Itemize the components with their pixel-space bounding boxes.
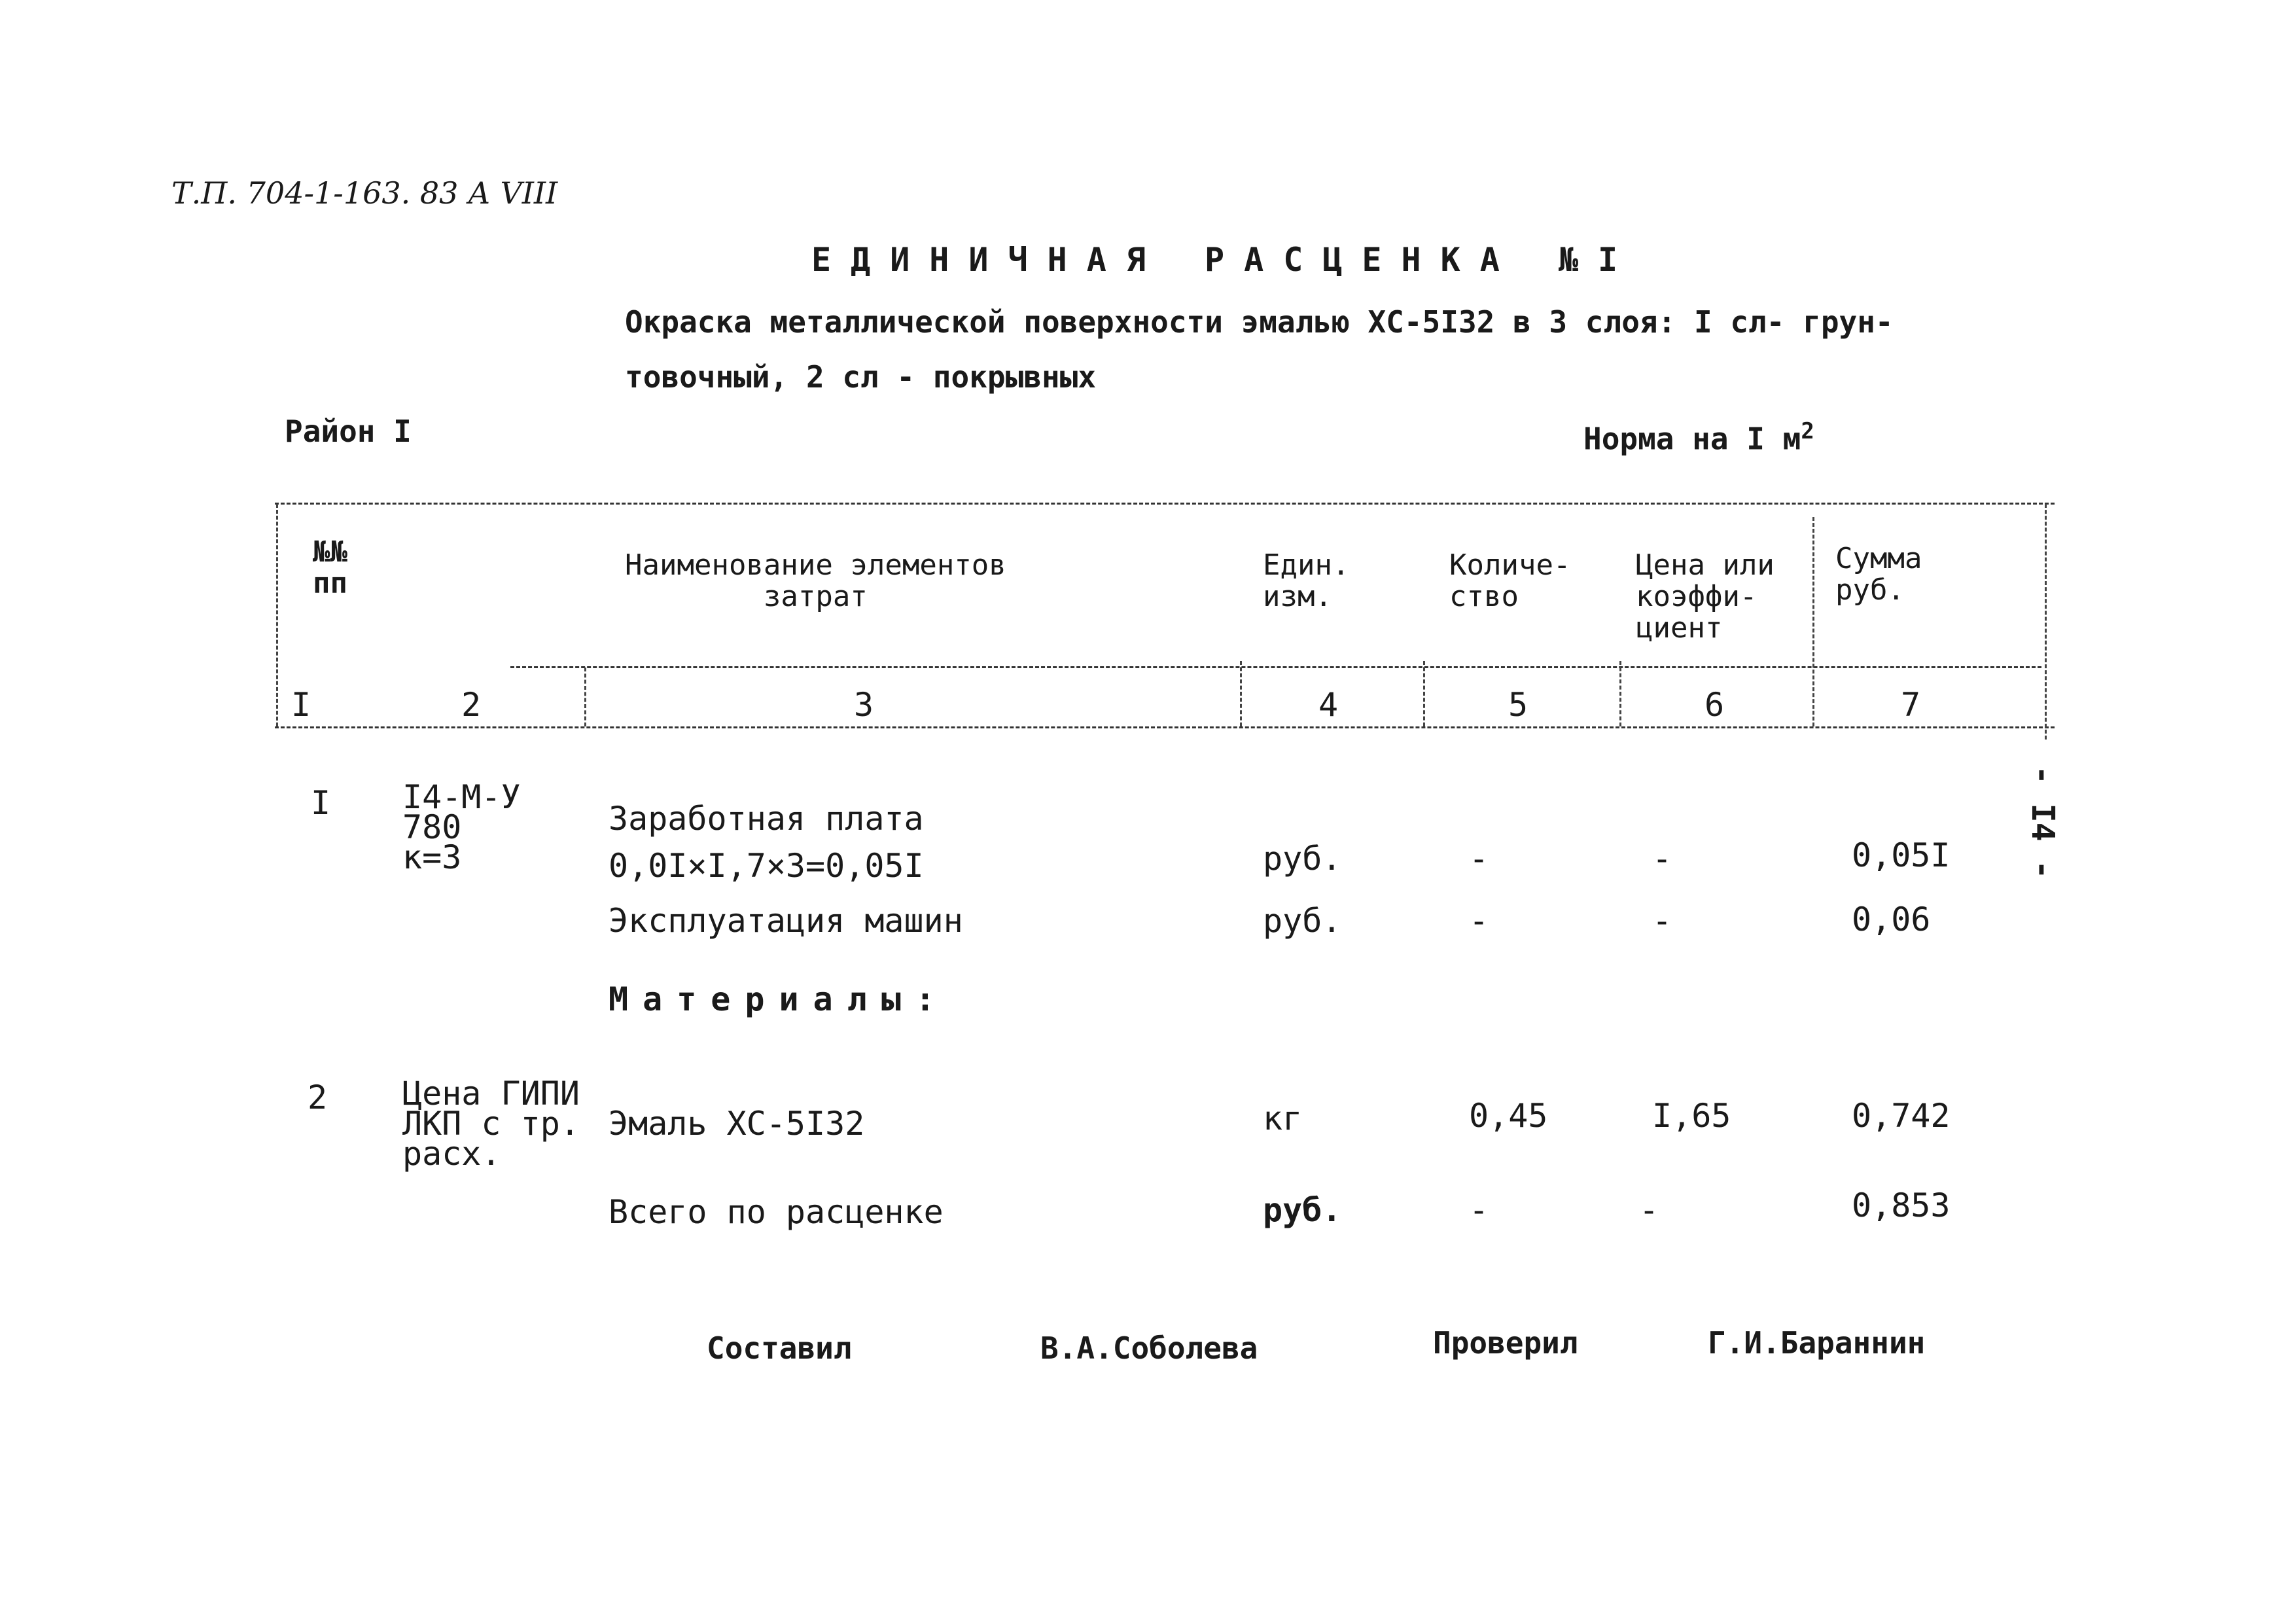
district-label: Район I: [285, 414, 412, 449]
row-1-name-line2: 0,0I×I,7×3=0,05I: [609, 847, 924, 885]
row-1-code-line3: к=3: [402, 838, 462, 876]
norm-superscript: 2: [1801, 418, 1814, 444]
header-num-line1: №№: [313, 535, 347, 569]
row-3-unit: кг: [1263, 1099, 1303, 1137]
header-num: [313, 537, 347, 599]
description-line-2: товочный, 2 сл - покрывных: [625, 359, 1097, 395]
header-price-line1: Цена или: [1636, 548, 1775, 582]
row-1-code-line1: I4-М-У: [402, 778, 521, 816]
document-code: Т.П. 704-1-163. 83 А VIII: [171, 175, 558, 211]
row-1-name: [609, 795, 924, 889]
row-2-sum: 0,06: [1852, 901, 1931, 938]
row-3-name: Эмаль ХС-5I32: [609, 1105, 865, 1143]
page-title: ЕДИНИЧНАЯ РАСЦЕНКА №I: [811, 241, 1638, 279]
header-name: [625, 550, 1006, 613]
col-number-2: 2: [461, 686, 482, 724]
norm-label: [1583, 404, 1814, 466]
row-total-name: Всего по расценке: [609, 1193, 944, 1231]
col-divider-6: [1619, 661, 1621, 726]
table-right-border: [2045, 504, 2047, 740]
col-number-3: 3: [853, 686, 874, 724]
col-number-6: 6: [1704, 686, 1725, 724]
col-number-4: 4: [1318, 686, 1339, 724]
header-qty: [1449, 550, 1570, 613]
page-number: - I4 -: [2024, 766, 2061, 880]
row-2-price: -: [1652, 902, 1672, 940]
col-number-7: 7: [1900, 686, 1921, 724]
header-separator: [510, 666, 2041, 668]
table-top-border: [275, 503, 2055, 505]
table-left-border: [276, 504, 278, 726]
row-3-price: I,65: [1652, 1097, 1731, 1135]
header-sum: [1835, 543, 1922, 606]
row-1-qty: -: [1469, 840, 1489, 878]
row-2-qty: -: [1469, 902, 1489, 940]
section-materials: Материалы:: [609, 980, 950, 1018]
row-1-code-line2: 780: [402, 808, 462, 846]
row-3-num: 2: [308, 1079, 328, 1116]
row-1-unit: руб.: [1263, 840, 1342, 878]
row-total-price: -: [1639, 1191, 1659, 1229]
header-qty-line2: ство: [1449, 580, 1519, 613]
header-qty-line1: Количе-: [1449, 548, 1571, 582]
header-unit: [1263, 550, 1349, 613]
row-3-code: [402, 1075, 580, 1173]
header-price-line3: циент: [1636, 611, 1723, 645]
row-1-num: I: [311, 784, 331, 822]
row-3-code-line2: ЛКП с тр.: [402, 1105, 580, 1143]
col-number-1: I: [291, 686, 311, 724]
header-sum-line2: руб.: [1835, 573, 1905, 607]
norm-text: Норма на I м: [1583, 421, 1801, 457]
row-2-unit: руб.: [1263, 902, 1342, 940]
header-unit-line2: изм.: [1263, 580, 1332, 613]
row-total-sum: 0,853: [1852, 1186, 1951, 1224]
header-unit-line1: Един.: [1263, 548, 1350, 582]
col-divider-7: [1812, 517, 1814, 726]
row-1-price: -: [1652, 840, 1672, 878]
row-1-sum: 0,05I: [1852, 836, 1951, 874]
header-price: [1636, 550, 1775, 644]
col-divider-4: [1240, 661, 1242, 726]
description-line-1: Окраска металлической поверхности эмалью ХС-5I32 в 3 слоя: I сл- грун-: [625, 304, 1894, 340]
row-3-code-line3: расх.: [402, 1135, 501, 1173]
checked-label: Проверил: [1433, 1325, 1578, 1361]
compiled-label: Составил: [707, 1330, 852, 1366]
header-sum-line1: Сумма: [1835, 542, 1922, 575]
row-total-qty: -: [1469, 1191, 1489, 1229]
col-divider-3: [584, 668, 586, 726]
row-2-name: Эксплуатация машин: [609, 902, 963, 940]
row-3-code-line1: Цена ГИПИ: [402, 1075, 580, 1113]
header-name-line2: затрат: [763, 580, 868, 613]
header-price-line2: коэффи-: [1636, 580, 1757, 613]
row-3-qty: 0,45: [1469, 1097, 1548, 1135]
header-name-line1: Наименование элементов: [625, 548, 1006, 582]
col-number-5: 5: [1508, 686, 1528, 724]
column-number-separator: [275, 726, 2055, 728]
row-3-sum: 0,742: [1852, 1097, 1951, 1135]
row-total-unit: руб.: [1263, 1191, 1342, 1229]
compiled-name: В.А.Соболева: [1040, 1330, 1258, 1366]
checked-name: Г.И.Бараннин: [1708, 1325, 1926, 1361]
col-divider-5: [1423, 661, 1425, 726]
row-1-code: [402, 778, 521, 876]
header-num-line2: пп: [313, 567, 347, 600]
row-1-name-line1: Заработная плата: [609, 800, 924, 838]
